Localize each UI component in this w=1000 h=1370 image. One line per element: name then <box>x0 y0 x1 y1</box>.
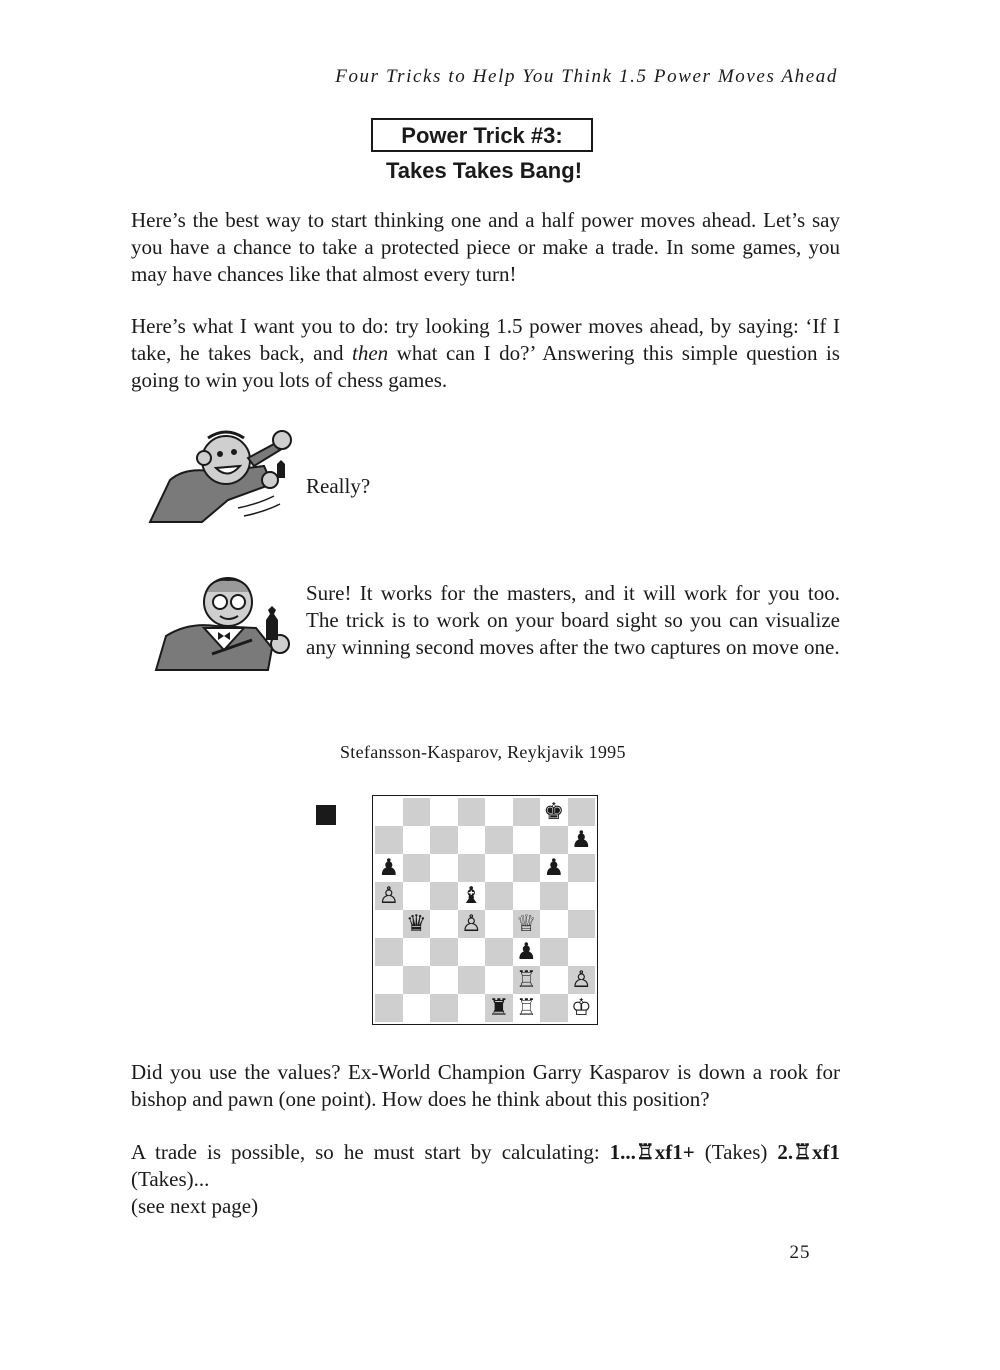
board-square <box>540 854 568 882</box>
board-square <box>485 938 513 966</box>
chess-piece: ♝ <box>460 882 482 909</box>
paragraph-trade-part1: A trade is possible, so he must start by calculating: <box>131 1140 610 1164</box>
board-square <box>403 882 431 910</box>
board-square <box>513 938 541 966</box>
black-to-move-indicator <box>316 805 336 825</box>
board-square <box>540 994 568 1022</box>
power-trick-title: Takes Takes Bang! <box>385 158 583 183</box>
board-square <box>375 938 403 966</box>
paragraph-values: Did you use the values? Ex-World Champion Garry Kasparov is down a rook for bishop and pawn (one point). How does he think about this position? <box>131 1060 840 1111</box>
board-square <box>458 882 486 910</box>
chess-piece: ♜ <box>488 994 510 1021</box>
board-square <box>375 910 403 938</box>
board-square <box>568 966 596 994</box>
paragraph-instruction-part1: Here’s what I want you to do: try looking 1.5 power moves ahead, by saying: ‘If I take, he takes back, and <box>131 314 840 365</box>
board-square <box>403 798 431 826</box>
board-square <box>568 910 596 938</box>
board-square <box>458 854 486 882</box>
chess-piece: ♖ <box>515 994 537 1021</box>
diagram-caption: Stefansson-Kasparov, Reykjavik 1995 <box>340 742 626 762</box>
chess-piece: ♟ <box>570 826 592 853</box>
board-square <box>485 966 513 994</box>
board-square <box>458 826 486 854</box>
chess-piece: ♚ <box>543 798 565 825</box>
board-square <box>568 994 596 1022</box>
board-square <box>568 882 596 910</box>
chess-piece: ♙ <box>570 966 592 993</box>
board-square <box>430 910 458 938</box>
board-square <box>513 966 541 994</box>
move-1-notation: 1...♖xf1+ <box>609 1140 695 1164</box>
board-square <box>430 938 458 966</box>
board-square <box>458 966 486 994</box>
chess-piece: ♟ <box>515 938 537 965</box>
board-square <box>568 826 596 854</box>
board-square <box>458 938 486 966</box>
board-square <box>458 994 486 1022</box>
board-square <box>403 966 431 994</box>
chess-piece: ♙ <box>460 910 482 937</box>
see-next-page-note: (see next page) <box>131 1194 259 1218</box>
paragraph-instruction <box>131 313 840 394</box>
board-square <box>458 798 486 826</box>
board-square <box>375 994 403 1022</box>
paragraph-instruction-emphasis: then <box>351 341 389 365</box>
board-square <box>540 966 568 994</box>
board-square <box>485 882 513 910</box>
board-square <box>430 882 458 910</box>
board-square <box>485 854 513 882</box>
board-square <box>513 854 541 882</box>
board-square <box>375 798 403 826</box>
board-square <box>568 854 596 882</box>
paragraph-intro: Here’s the best way to start thinking one and a half power moves ahead. Let’s say you have a chance to take a protected piece or make a trade. In some games, you may have chances like that almost every turn! <box>131 208 840 286</box>
page-number: 25 <box>789 1242 811 1263</box>
paragraph-trade-part2: (Takes) <box>694 1140 778 1164</box>
board-square <box>513 798 541 826</box>
chess-piece: ♕ <box>515 910 537 937</box>
board-square <box>430 966 458 994</box>
power-trick-label: Power Trick #3: <box>371 118 593 152</box>
board-square <box>540 882 568 910</box>
board-square <box>430 826 458 854</box>
board-square <box>430 854 458 882</box>
board-square <box>568 938 596 966</box>
board-square <box>375 826 403 854</box>
master-cartoon-illustration <box>152 570 302 674</box>
board-square <box>485 994 513 1022</box>
master-speech-text: Sure! It works for the masters, and it will work for you too. The trick is to work on your board sight so you can visualize any winning second moves after the two captures on move one. <box>306 581 840 659</box>
board-square <box>485 826 513 854</box>
board-square <box>540 826 568 854</box>
running-head: Four Tricks to Help You Think 1.5 Power Moves Ahead <box>335 66 838 87</box>
paragraph-trade-part3: (Takes)... <box>131 1167 210 1191</box>
board-square <box>375 854 403 882</box>
board-square <box>403 854 431 882</box>
chess-piece: ♔ <box>570 994 592 1021</box>
board-square <box>513 882 541 910</box>
kid-cartoon-illustration <box>146 420 298 526</box>
chess-piece: ♟ <box>378 854 400 881</box>
board-square <box>513 994 541 1022</box>
board-square <box>513 910 541 938</box>
chess-piece: ♛ <box>405 910 427 937</box>
kid-speech-text: Really? <box>306 474 371 498</box>
chess-piece: ♙ <box>378 882 400 909</box>
board-square <box>403 910 431 938</box>
board-square <box>375 966 403 994</box>
board-square <box>540 910 568 938</box>
move-2-notation: 2.♖xf1 <box>777 1140 840 1164</box>
board-square <box>458 910 486 938</box>
board-square <box>430 798 458 826</box>
board-square <box>403 938 431 966</box>
chess-piece: ♟ <box>543 854 565 881</box>
chess-board-grid <box>375 798 595 1022</box>
board-square <box>540 798 568 826</box>
chess-piece: ♖ <box>515 966 537 993</box>
board-square <box>485 910 513 938</box>
paragraph-instruction-part2: what can I do?’ Answering this simple question is going to win you lots of chess games. <box>131 341 840 392</box>
board-square <box>513 826 541 854</box>
chess-diagram <box>372 795 598 1025</box>
paragraph-trade <box>131 1139 840 1220</box>
board-square <box>375 882 403 910</box>
board-square <box>485 798 513 826</box>
board-square <box>403 826 431 854</box>
board-square <box>403 994 431 1022</box>
board-square <box>568 798 596 826</box>
board-square <box>540 938 568 966</box>
board-square <box>430 994 458 1022</box>
